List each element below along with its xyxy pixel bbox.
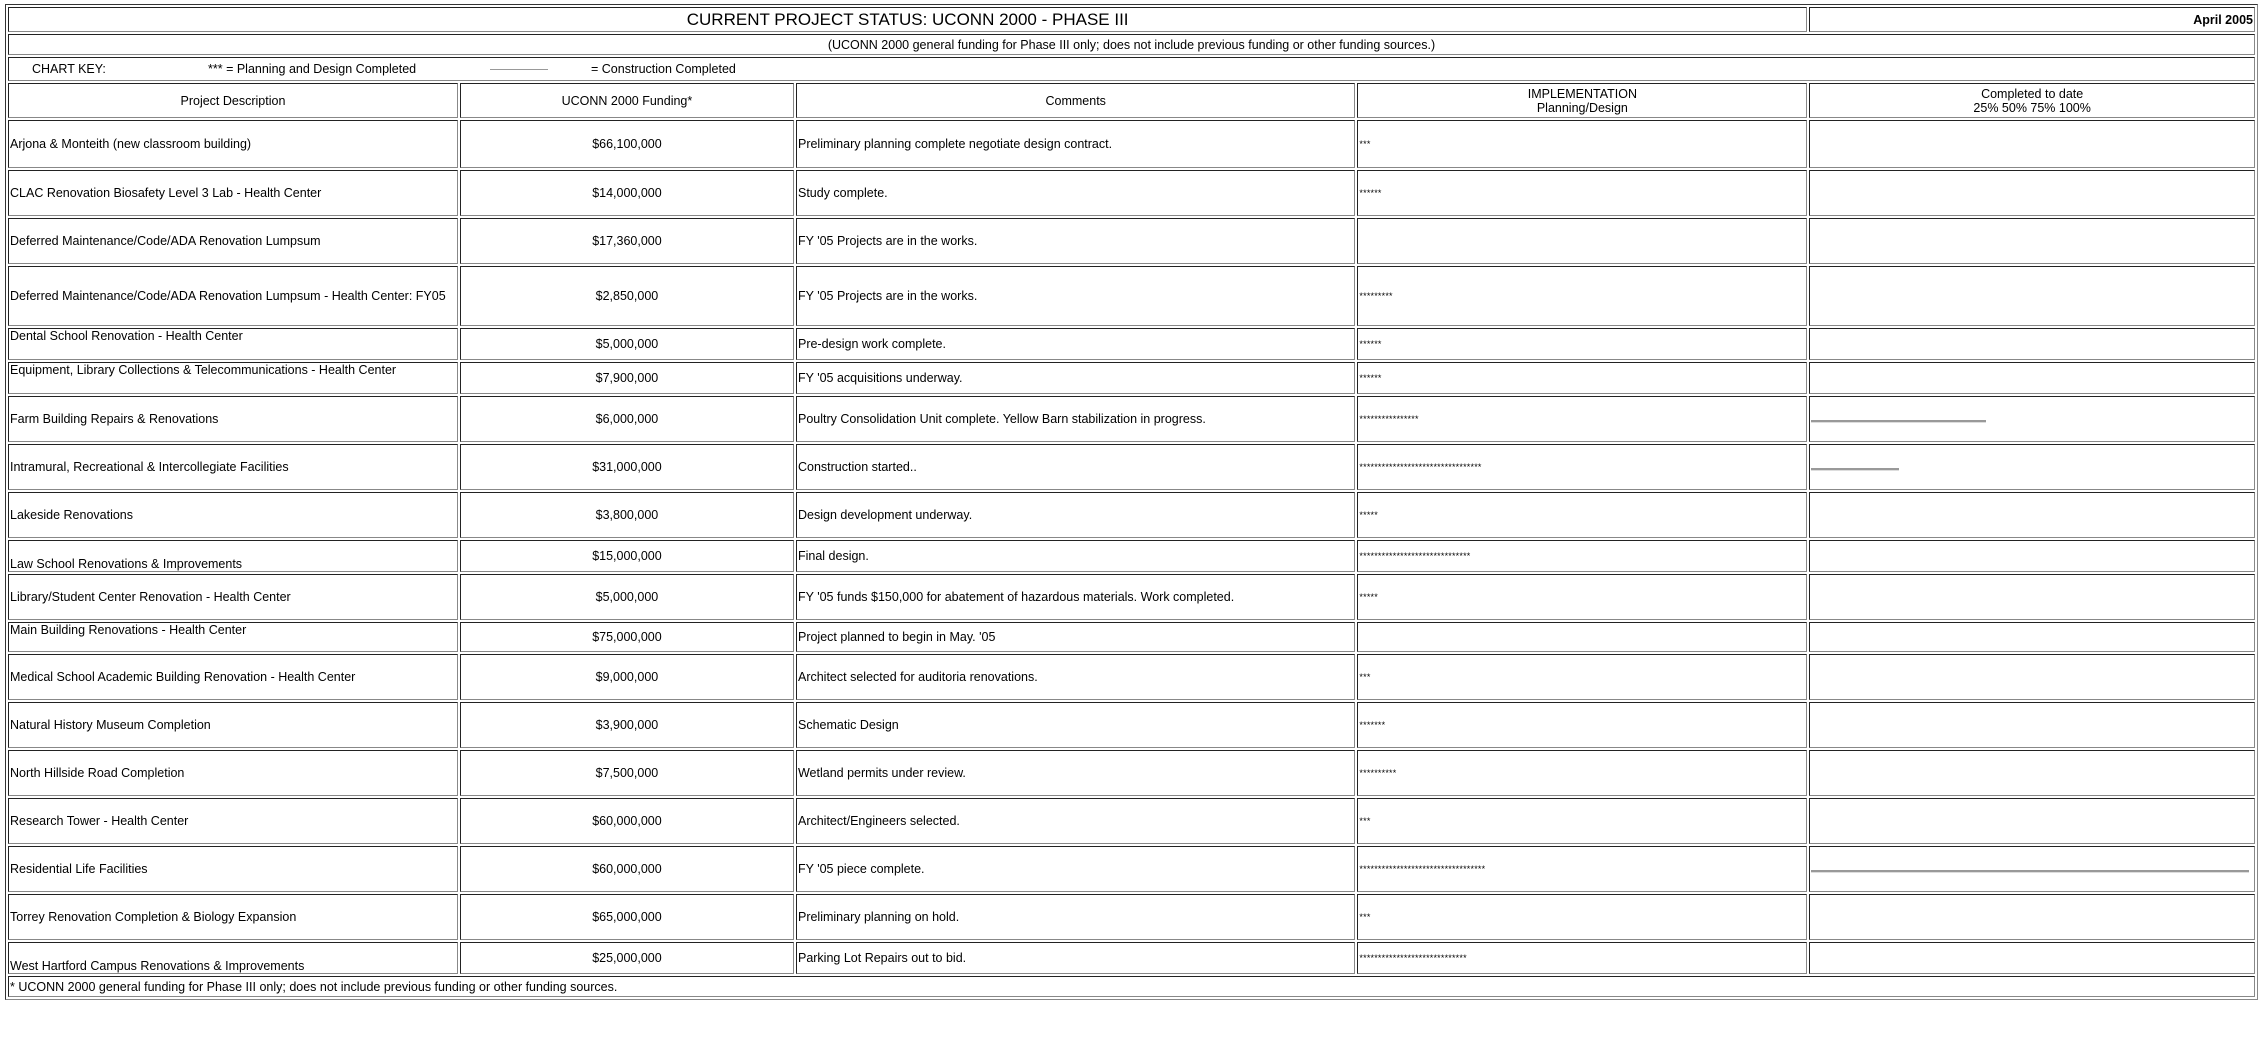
table-row	[8, 654, 2255, 700]
project-description: Deferred Maintenance/Code/ADA Renovation Lumpsum	[8, 218, 458, 264]
construction-progress	[1809, 444, 2255, 490]
construction-progress-bar	[1811, 420, 1986, 423]
chart-key-construction: = Construction Completed	[591, 62, 736, 76]
project-comments: Study complete.	[796, 170, 1355, 216]
project-funding: $60,000,000	[460, 846, 794, 892]
planning-progress-stars: ******	[1357, 362, 1807, 394]
planning-progress-stars: *******	[1357, 702, 1807, 748]
project-description: Law School Renovations & Improvements	[8, 540, 458, 572]
project-comments: Design development underway.	[796, 492, 1355, 538]
table-row	[8, 266, 2255, 326]
project-description: Torrey Renovation Completion & Biology Expansion	[8, 894, 458, 940]
project-comments: Preliminary planning on hold.	[796, 894, 1355, 940]
project-description: Main Building Renovations - Health Center	[8, 622, 458, 652]
construction-progress	[1809, 540, 2255, 572]
project-funding: $9,000,000	[460, 654, 794, 700]
project-comments: Wetland permits under review.	[796, 750, 1355, 796]
construction-progress	[1809, 328, 2255, 360]
planning-progress-stars: ****************	[1357, 396, 1807, 442]
project-comments: FY '05 acquisitions underway.	[796, 362, 1355, 394]
project-description: Deferred Maintenance/Code/ADA Renovation Lumpsum - Health Center: FY05	[8, 266, 458, 326]
project-funding: $7,500,000	[460, 750, 794, 796]
project-comments: FY '05 Projects are in the works.	[796, 218, 1355, 264]
project-description: Natural History Museum Completion	[8, 702, 458, 748]
construction-progress	[1809, 362, 2255, 394]
construction-progress	[1809, 574, 2255, 620]
construction-progress	[1809, 218, 2255, 264]
project-comments: Preliminary planning complete negotiate design contract.	[796, 120, 1355, 168]
project-funding: $17,360,000	[460, 218, 794, 264]
project-comments: Final design.	[796, 540, 1355, 572]
planning-progress-stars: *****	[1357, 574, 1807, 620]
col-header-comments: Comments	[796, 83, 1355, 118]
col-header-funding: UCONN 2000 Funding*	[460, 83, 794, 118]
project-description: Equipment, Library Collections & Telecommunications - Health Center	[8, 362, 458, 394]
planning-progress-stars: *********	[1357, 266, 1807, 326]
table-row	[8, 218, 2255, 264]
project-funding: $3,800,000	[460, 492, 794, 538]
construction-progress-bar	[1811, 870, 2248, 873]
planning-progress-stars	[1357, 622, 1807, 652]
construction-progress	[1809, 396, 2255, 442]
planning-progress-stars: **********************************	[1357, 846, 1807, 892]
project-funding: $15,000,000	[460, 540, 794, 572]
project-comments: Architect/Engineers selected.	[796, 798, 1355, 844]
table-row	[8, 846, 2255, 892]
project-funding: $2,850,000	[460, 266, 794, 326]
project-description: Medical School Academic Building Renovation - Health Center	[8, 654, 458, 700]
planning-progress-stars: ******	[1357, 328, 1807, 360]
project-comments: FY '05 Projects are in the works.	[796, 266, 1355, 326]
impl-line2: Planning/Design	[1536, 100, 1628, 115]
project-comments: Pre-design work complete.	[796, 328, 1355, 360]
table-row	[8, 942, 2255, 974]
construction-line-sample	[490, 69, 548, 70]
report-date: April 2005	[1809, 7, 2255, 32]
project-description: West Hartford Campus Renovations & Improvements	[8, 942, 458, 974]
chart-key-label: CHART KEY:	[32, 62, 106, 76]
table-row	[8, 574, 2255, 620]
planning-progress-stars: *****************************	[1357, 942, 1807, 974]
table-row	[8, 702, 2255, 748]
construction-progress	[1809, 894, 2255, 940]
table-row	[8, 120, 2255, 168]
table-row	[8, 328, 2255, 360]
table-row	[8, 894, 2255, 940]
project-description: Library/Student Center Renovation - Health Center	[8, 574, 458, 620]
project-comments: Architect selected for auditoria renovations.	[796, 654, 1355, 700]
project-comments: Project planned to begin in May. '05	[796, 622, 1355, 652]
construction-progress	[1809, 492, 2255, 538]
project-funding: $66,100,000	[460, 120, 794, 168]
project-description: Residential Life Facilities	[8, 846, 458, 892]
planning-progress-stars: ******	[1357, 170, 1807, 216]
project-comments: Poultry Consolidation Unit complete. Yellow Barn stabilization in progress.	[796, 396, 1355, 442]
project-comments: Parking Lot Repairs out to bid.	[796, 942, 1355, 974]
construction-progress	[1809, 798, 2255, 844]
construction-progress	[1809, 942, 2255, 974]
header-row	[8, 83, 2255, 118]
project-funding: $5,000,000	[460, 574, 794, 620]
project-description: Arjona & Monteith (new classroom building)	[8, 120, 458, 168]
project-description: CLAC Renovation Biosafety Level 3 Lab - Health Center	[8, 170, 458, 216]
project-funding: $31,000,000	[460, 444, 794, 490]
construction-progress-bar	[1811, 468, 1898, 471]
col-header-description: Project Description	[8, 83, 458, 118]
table-row	[8, 798, 2255, 844]
project-funding: $65,000,000	[460, 894, 794, 940]
construction-progress	[1809, 654, 2255, 700]
construction-progress	[1809, 750, 2255, 796]
project-funding: $6,000,000	[460, 396, 794, 442]
table-row	[8, 362, 2255, 394]
completed-line2: 25% 50% 75% 100%	[1973, 100, 2091, 115]
project-funding: $25,000,000	[460, 942, 794, 974]
chart-key	[8, 57, 2255, 81]
project-funding: $3,900,000	[460, 702, 794, 748]
completed-line1: Completed to date	[1981, 86, 2084, 101]
planning-progress-stars: ***	[1357, 894, 1807, 940]
project-funding: $75,000,000	[460, 622, 794, 652]
impl-line1: IMPLEMENTATION	[1527, 86, 1637, 101]
project-description: Intramural, Recreational & Intercollegiate Facilities	[8, 444, 458, 490]
planning-progress-stars: *****	[1357, 492, 1807, 538]
table-row	[8, 622, 2255, 652]
project-comments: FY '05 funds $150,000 for abatement of hazardous materials. Work completed.	[796, 574, 1355, 620]
table-row	[8, 540, 2255, 572]
project-funding: $14,000,000	[460, 170, 794, 216]
col-header-completed	[1809, 83, 2255, 118]
project-description: Farm Building Repairs & Renovations	[8, 396, 458, 442]
construction-progress	[1809, 170, 2255, 216]
planning-progress-stars: ***	[1357, 654, 1807, 700]
construction-progress	[1809, 846, 2255, 892]
project-funding: $5,000,000	[460, 328, 794, 360]
chart-key-planning: *** = Planning and Design Completed	[208, 62, 417, 76]
project-comments: FY '05 piece complete.	[796, 846, 1355, 892]
project-comments: Schematic Design	[796, 702, 1355, 748]
table-row	[8, 492, 2255, 538]
construction-progress	[1809, 702, 2255, 748]
project-comments: Construction started..	[796, 444, 1355, 490]
subtitle: (UCONN 2000 general funding for Phase III only; does not include previous funding or other funding sources.)	[8, 34, 2255, 55]
construction-progress	[1809, 120, 2255, 168]
project-funding: $7,900,000	[460, 362, 794, 394]
planning-progress-stars: **********	[1357, 750, 1807, 796]
project-status-table	[5, 4, 2258, 1000]
planning-progress-stars	[1357, 218, 1807, 264]
table-row	[8, 444, 2255, 490]
project-description: Dental School Renovation - Health Center	[8, 328, 458, 360]
table-row	[8, 750, 2255, 796]
planning-progress-stars: *********************************	[1357, 444, 1807, 490]
col-header-implementation	[1357, 83, 1807, 118]
table-row	[8, 170, 2255, 216]
footnote: * UCONN 2000 general funding for Phase III only; does not include previous funding or other funding sources.	[8, 976, 2255, 997]
page-title: CURRENT PROJECT STATUS: UCONN 2000 - PHASE III	[8, 7, 1807, 32]
project-description: Research Tower - Health Center	[8, 798, 458, 844]
planning-progress-stars: ******************************	[1357, 540, 1807, 572]
project-description: North Hillside Road Completion	[8, 750, 458, 796]
table-row	[8, 396, 2255, 442]
planning-progress-stars: ***	[1357, 120, 1807, 168]
construction-progress	[1809, 266, 2255, 326]
project-funding: $60,000,000	[460, 798, 794, 844]
construction-progress	[1809, 622, 2255, 652]
project-description: Lakeside Renovations	[8, 492, 458, 538]
planning-progress-stars: ***	[1357, 798, 1807, 844]
